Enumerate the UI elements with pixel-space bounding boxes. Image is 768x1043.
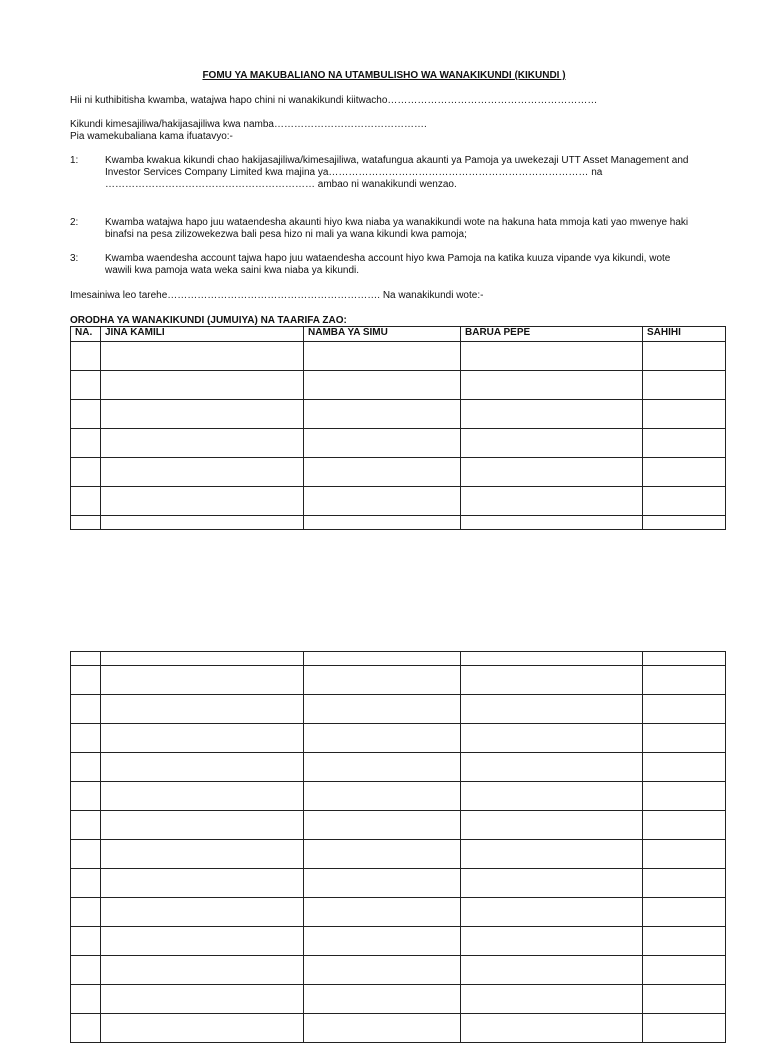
email-cell[interactable]	[461, 695, 643, 724]
email-cell[interactable]	[461, 400, 643, 429]
email-cell[interactable]	[461, 1014, 643, 1043]
phone-number-cell[interactable]	[304, 724, 461, 753]
signature-cell[interactable]	[643, 811, 726, 840]
email-cell[interactable]	[461, 487, 643, 516]
number-cell[interactable]	[71, 652, 101, 666]
phone-number-cell[interactable]	[304, 869, 461, 898]
member-row	[71, 652, 726, 666]
signature-cell[interactable]	[643, 458, 726, 487]
member-row	[71, 840, 726, 869]
signature-cell[interactable]	[643, 666, 726, 695]
full-name-cell[interactable]	[101, 753, 304, 782]
number-cell[interactable]	[71, 458, 101, 487]
item-3-number: 3:	[70, 253, 79, 264]
full-name-cell[interactable]	[101, 840, 304, 869]
email-cell[interactable]	[461, 652, 643, 666]
intro-line-2: Kikundi kimesajiliwa/hakijasajiliwa kwa namba……………………………………….	[70, 119, 427, 130]
number-cell[interactable]	[71, 695, 101, 724]
member-row	[71, 869, 726, 898]
phone-number-cell[interactable]	[304, 956, 461, 985]
phone-number-cell[interactable]	[304, 840, 461, 869]
full-name-cell[interactable]	[101, 927, 304, 956]
signature-cell[interactable]	[643, 898, 726, 927]
column-header-phone-number: NAMBA YA SIMU	[304, 327, 461, 342]
full-name-cell[interactable]	[101, 956, 304, 985]
member-row	[71, 666, 726, 695]
number-cell[interactable]	[71, 429, 101, 458]
item-3-text: Kwamba waendesha account tajwa hapo juu wataendesha account hiyo kwa Pamoja na katika kuuza vipande vya kikundi, wote wawili kwa pamoja wata weka saini kwa niaba ya kikundi.	[105, 253, 671, 276]
phone-number-cell[interactable]	[304, 985, 461, 1014]
number-cell[interactable]	[71, 371, 101, 400]
email-cell[interactable]	[461, 753, 643, 782]
signed-date-line: Imesainiwa leo tarehe………………………………………………………. Na wanakikundi wote:-	[70, 290, 484, 301]
email-cell[interactable]	[461, 840, 643, 869]
member-row	[71, 985, 726, 1014]
member-row	[71, 516, 726, 530]
email-cell[interactable]	[461, 927, 643, 956]
members-table-header	[71, 327, 726, 342]
member-row	[71, 753, 726, 782]
number-cell[interactable]	[71, 1014, 101, 1043]
full-name-cell[interactable]	[101, 724, 304, 753]
email-cell[interactable]	[461, 371, 643, 400]
members-table	[70, 326, 726, 530]
item-1-number: 1:	[70, 155, 79, 166]
full-name-cell[interactable]	[101, 869, 304, 898]
member-row	[71, 1014, 726, 1043]
form-title: FOMU YA MAKUBALIANO NA UTAMBULISHO WA WANAKIKUNDI (KIKUNDI )	[202, 70, 566, 81]
signature-cell[interactable]	[643, 927, 726, 956]
full-name-cell[interactable]	[101, 695, 304, 724]
signature-cell[interactable]	[643, 429, 726, 458]
column-header-number: NA.	[71, 327, 101, 342]
full-name-cell[interactable]	[101, 898, 304, 927]
email-cell[interactable]	[461, 429, 643, 458]
email-cell[interactable]	[461, 458, 643, 487]
member-row	[71, 400, 726, 429]
full-name-cell[interactable]	[101, 1014, 304, 1043]
member-row	[71, 782, 726, 811]
full-name-cell[interactable]	[101, 487, 304, 516]
signature-cell[interactable]	[643, 342, 726, 371]
phone-number-cell[interactable]	[304, 371, 461, 400]
signature-cell[interactable]	[643, 487, 726, 516]
signature-cell[interactable]	[643, 869, 726, 898]
signature-cell[interactable]	[643, 400, 726, 429]
email-cell[interactable]	[461, 985, 643, 1014]
signature-cell[interactable]	[643, 371, 726, 400]
signature-cell[interactable]	[643, 840, 726, 869]
members-table-continued	[70, 651, 726, 1043]
phone-number-cell[interactable]	[304, 782, 461, 811]
full-name-cell[interactable]	[101, 429, 304, 458]
number-cell[interactable]	[71, 898, 101, 927]
full-name-cell[interactable]	[101, 811, 304, 840]
item-2-number: 2:	[70, 217, 79, 228]
phone-number-cell[interactable]	[304, 516, 461, 530]
member-row	[71, 811, 726, 840]
email-cell[interactable]	[461, 724, 643, 753]
member-row	[71, 724, 726, 753]
phone-number-cell[interactable]	[304, 898, 461, 927]
number-cell[interactable]	[71, 985, 101, 1014]
signature-cell[interactable]	[643, 985, 726, 1014]
email-cell[interactable]	[461, 869, 643, 898]
number-cell[interactable]	[71, 811, 101, 840]
email-cell[interactable]	[461, 956, 643, 985]
member-row	[71, 342, 726, 371]
full-name-cell[interactable]	[101, 782, 304, 811]
number-cell[interactable]	[71, 400, 101, 429]
member-row	[71, 371, 726, 400]
full-name-cell[interactable]	[101, 652, 304, 666]
signature-cell[interactable]	[643, 724, 726, 753]
member-row	[71, 695, 726, 724]
phone-number-cell[interactable]	[304, 429, 461, 458]
number-cell[interactable]	[71, 956, 101, 985]
number-cell[interactable]	[71, 840, 101, 869]
email-cell[interactable]	[461, 666, 643, 695]
email-cell[interactable]	[461, 782, 643, 811]
full-name-cell[interactable]	[101, 458, 304, 487]
number-cell[interactable]	[71, 782, 101, 811]
column-header-full-name: JINA KAMILI	[101, 327, 304, 342]
phone-number-cell[interactable]	[304, 753, 461, 782]
intro-line-3: Pia wamekubaliana kama ifuatavyo:-	[70, 131, 233, 142]
email-cell[interactable]	[461, 342, 643, 371]
signature-cell[interactable]	[643, 782, 726, 811]
number-cell[interactable]	[71, 869, 101, 898]
phone-number-cell[interactable]	[304, 487, 461, 516]
signature-cell[interactable]	[643, 1014, 726, 1043]
number-cell[interactable]	[71, 927, 101, 956]
phone-number-cell[interactable]	[304, 458, 461, 487]
phone-number-cell[interactable]	[304, 666, 461, 695]
signature-cell[interactable]	[643, 516, 726, 530]
phone-number-cell[interactable]	[304, 811, 461, 840]
number-cell[interactable]	[71, 753, 101, 782]
intro-line-1: Hii ni kuthibitisha kwamba, watajwa hapo chini ni wanakikundi kiitwacho………………………………………………………	[70, 95, 598, 106]
full-name-cell[interactable]	[101, 985, 304, 1014]
phone-number-cell[interactable]	[304, 342, 461, 371]
full-name-cell[interactable]	[101, 666, 304, 695]
signature-cell[interactable]	[643, 753, 726, 782]
member-row	[71, 956, 726, 985]
item-1-text: Kwamba kwakua kikundi chao hakijasajiliwa/kimesajiliwa, watafungua akaunti ya Pamoja ya uwekezaji UTT Asset Management and Investor Services Company Limited kwa majina ya…………………………………………………………………… na ……………………………………………………… ambao ni wanakikundi wenzao.	[105, 155, 689, 190]
number-cell[interactable]	[71, 516, 101, 530]
full-name-cell[interactable]	[101, 400, 304, 429]
number-cell[interactable]	[71, 342, 101, 371]
column-header-signature: SAHIHI	[643, 327, 726, 342]
phone-number-cell[interactable]	[304, 1014, 461, 1043]
full-name-cell[interactable]	[101, 342, 304, 371]
signature-cell[interactable]	[643, 695, 726, 724]
members-list-heading: ORODHA YA WANAKIKUNDI (JUMUIYA) NA TAARIFA ZAO:	[70, 315, 347, 326]
member-row	[71, 898, 726, 927]
phone-number-cell[interactable]	[304, 695, 461, 724]
number-cell[interactable]	[71, 487, 101, 516]
number-cell[interactable]	[71, 724, 101, 753]
member-row	[71, 458, 726, 487]
email-cell[interactable]	[461, 516, 643, 530]
member-row	[71, 927, 726, 956]
signature-cell[interactable]	[643, 956, 726, 985]
signature-cell[interactable]	[643, 652, 726, 666]
item-2-text: Kwamba watajwa hapo juu wataendesha akaunti hiyo kwa niaba ya wanakikundi wote na hakuna hata mmoja kati yao mwenye haki binafsi na pesa zilizowekezwa bali pesa hizo ni mali ya wana kikundi kwa pamoja;	[105, 217, 689, 240]
email-cell[interactable]	[461, 898, 643, 927]
member-row	[71, 487, 726, 516]
member-row	[71, 429, 726, 458]
full-name-cell[interactable]	[101, 516, 304, 530]
phone-number-cell[interactable]	[304, 400, 461, 429]
email-cell[interactable]	[461, 811, 643, 840]
phone-number-cell[interactable]	[304, 652, 461, 666]
column-header-email: BARUA PEPE	[461, 327, 643, 342]
number-cell[interactable]	[71, 666, 101, 695]
phone-number-cell[interactable]	[304, 927, 461, 956]
full-name-cell[interactable]	[101, 371, 304, 400]
